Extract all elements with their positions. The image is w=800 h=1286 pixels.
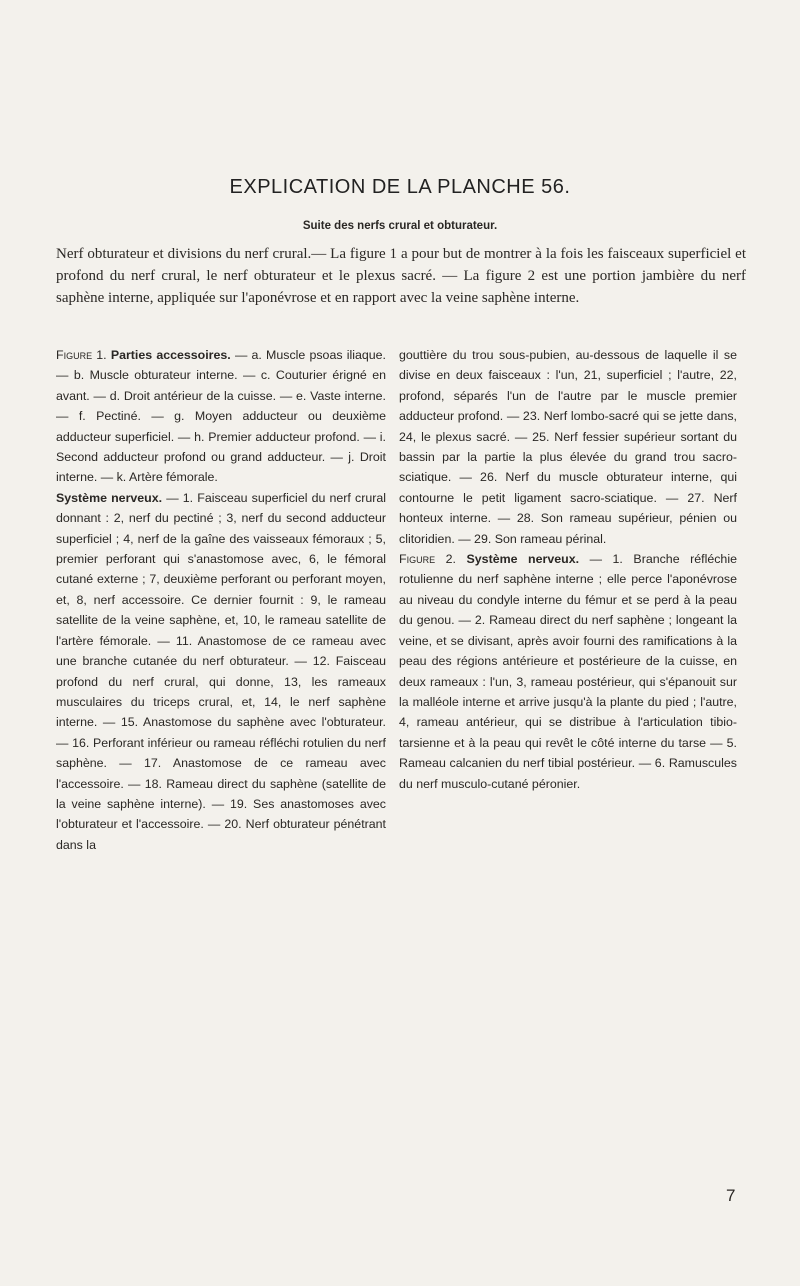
page-number: 7 [726,1186,736,1205]
left-column [56,345,386,855]
figure1-paragraph [56,345,386,488]
page-subtitle: Suite des nerfs crural et obturateur. [302,220,498,232]
figure1-accessories-text: — a. Muscle psoas iliaque. — b. Muscle obturateur interne. — c. Couturier érigné en avant. — d. Droit antérieur de la cuisse. — e. Vaste interne. — f. Pectiné. — g. Moyen adducteur ou deuxième adducteur superficiel. — h. Premier adducteur profond. — i. Second adducteur profond ou grand adducteur. — j. Droit interne. — k. Artère fémorale. [56,348,386,485]
figure2-paragraph [399,549,737,794]
figure1-continuation-paragraph [399,345,737,549]
figure1-system-paragraph [56,488,386,855]
figure1-heading: Parties accessoires. [110,348,231,362]
intro-paragraph: Nerf obturateur et divisions du nerf crural.— La figure 1 a pour but de montrer à la fois les faisceaux superficiel et profond du nerf crural, le nerf obturateur et le plexus sacré. — La figure 2 est une portion jambière du nerf saphène interne, appliquée sur l'aponévrose et en rapport avec la veine saphène interne. [56,246,746,306]
page-title: EXPLICATION DE LA PLANCHE 56. [229,176,571,198]
figure1-label: Figure 1. [56,348,107,362]
figure1-continuation-text: gouttière du trou sous-pubien, au-dessous de laquelle il se divise en deux faisceaux : l'un, 21, superficiel ; l'autre, 22, profond, séparés l'un de l'autre par le muscle premier adducteur profond. — 23. Nerf lombo-sacré qui se jette dans, 24, le plexus sacré. — 25. Nerf fessier supérieur sortant du bassin par la partie la plus élevée du grand trou sacro-sciatique. — 26. Nerf du muscle obturateur interne, qui contourne le petit ligament sacro-sciatique. — 27. Nerf honteux interne. — 28. Son rameau supérieur, pénien ou clitoridien. — 29. Son rameau périnal. [399,348,737,546]
figure2-text: — 1. Branche réfléchie rotulienne du nerf saphène interne ; elle perce l'aponévrose au niveau du condyle interne du fémur et se perd à la peau du genou. — 2. Rameau direct du nerf saphène ; longeant la veine, et se divisant, après avoir fourni des ramifications à la peau des régions antérieure et postérieure de la cuisse, en deux rameaux : l'un, 3, rameau postérieur, qui s'épanouit sur la malléole interne et arrive jusqu'à la plante du pied ; l'autre, 4, rameau antérieur, qui se distribue à l'articulation tibio-tarsienne et à la peau qui revêt le côté interne du tarse — 5. Rameau calcanien du nerf tibial postérieur. — 6. Ramuscules du nerf musculo-cutané péronier. [399,552,737,791]
figure2-label: Figure 2. [399,552,456,567]
right-column [399,345,737,794]
figure2-heading: Système nerveux. [466,552,580,567]
figure1-system-heading: Système nerveux. [56,490,163,505]
figure1-system-text: — 1. Faisceau superficiel du nerf crural donnant : 2, nerf du pectiné ; 3, nerf du second adducteur superficiel ; 4, nerf de la gaîne des vaisseaux fémoraux ; 5, premier perforant qui s'anastomose avec, 6, le fémoral cutané externe ; 7, deuxième perforant ou perforant moyen, et, 8, nerf accessoire. Ce dernier fournit : 9, le rameau satellite de la veine saphène, et, 10, le rameau satellite de l'artère fémorale. — 11. Anastomose de ce rameau avec une branche cutanée du nerf obturateur. — 12. Faisceau profond du nerf crural, qui donne, 13, les rameaux musculaires du triceps crural, et, 14, le nerf saphène interne. — 15. Anastomose du saphène avec l'obturateur. — 16. Perforant inférieur ou rameau réfléchi rotulien du nerf saphène. — 17. Anastomose de ce rameau avec l'accessoire. — 18. Rameau direct du saphène (satellite de la veine saphène interne). — 19. Ses anastomoses avec l'obturateur et l'accessoire. — 20. Nerf obturateur pénétrant dans la [56,490,386,852]
